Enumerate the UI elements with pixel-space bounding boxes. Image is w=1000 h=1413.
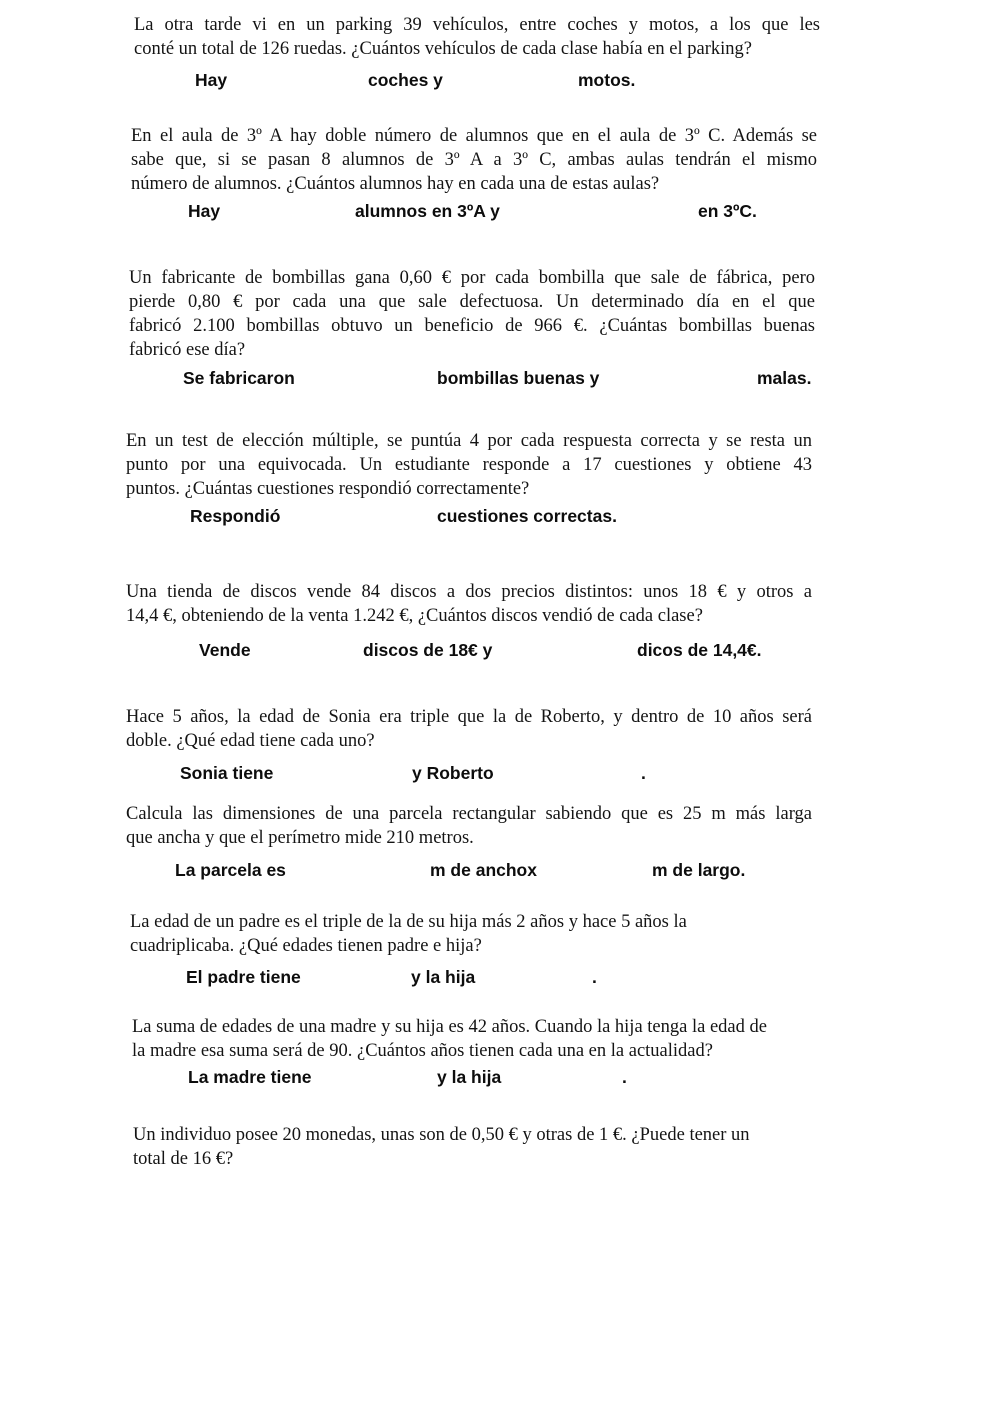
- answer-6-part-3: .: [641, 763, 646, 783]
- problem-3-text: [129, 266, 815, 362]
- problem-8-line-1: La edad de un padre es el triple de la de su hija más 2 años y hace 5 años la: [130, 912, 687, 932]
- answer-3-part-2: bombillas buenas y: [437, 368, 600, 388]
- problem-4-line-3: puntos. ¿Cuántas cuestiones respondió correctamente?: [126, 479, 530, 499]
- problem-6-line-2: doble. ¿Qué edad tiene cada uno?: [126, 731, 375, 751]
- problem-3-line-2: pierde 0,80 € por cada una que sale defectuosa. Un determinado día en el que: [129, 292, 815, 312]
- problem-10-line-2: total de 16 €?: [133, 1149, 234, 1169]
- problem-4-line-1: En un test de elección múltiple, se puntúa 4 por cada respuesta correcta y se resta un: [126, 431, 812, 451]
- problem-2-line-3: número de alumnos. ¿Cuántos alumnos hay en cada una de estas aulas?: [131, 174, 660, 194]
- problem-9-line-2: la madre esa suma será de 90. ¿Cuántos años tienen cada una en la actualidad?: [132, 1041, 713, 1061]
- problem-4-line-2: punto por una equivocada. Un estudiante responde a 17 cuestiones y obtiene 43: [126, 455, 812, 475]
- answer-5-part-2: discos de 18€ y: [363, 640, 493, 660]
- problem-2-line-2: sabe que, si se pasan 8 alumnos de 3º A a 3º C, ambas aulas tendrán el mismo: [131, 150, 817, 170]
- answer-1-part-2: coches y: [368, 70, 443, 90]
- problem-8-line-2: cuadriplicaba. ¿Qué edades tienen padre e hija?: [130, 936, 482, 956]
- problem-7-text: [126, 802, 812, 850]
- problem-8-text: [130, 910, 816, 958]
- answer-7-part-1: La parcela es: [175, 860, 286, 880]
- problem-5-text: [126, 580, 812, 628]
- problem-7-line-1: Calcula las dimensiones de una parcela rectangular sabiendo que es 25 m más larga: [126, 804, 812, 824]
- problem-6-text: [126, 705, 812, 753]
- answer-4-part-1: Respondió: [190, 506, 281, 526]
- answer-6-part-1: Sonia tiene: [180, 763, 274, 783]
- answer-8-part-3: .: [592, 967, 597, 987]
- problem-6-line-1: Hace 5 años, la edad de Sonia era triple que la de Roberto, y dentro de 10 años será: [126, 707, 812, 727]
- problem-1-line-1: La otra tarde vi en un parking 39 vehículos, entre coches y motos, a los que les: [134, 15, 820, 35]
- problem-2-line-1: En el aula de 3º A hay doble número de alumnos que en el aula de 3º C. Además se: [131, 126, 817, 146]
- problem-10-line-1: Un individuo posee 20 monedas, unas son de 0,50 € y otras de 1 €. ¿Puede tener un: [133, 1125, 750, 1145]
- answer-9-part-1: La madre tiene: [188, 1067, 312, 1087]
- problem-10-text: [133, 1123, 819, 1171]
- answer-4-part-2: cuestiones correctas.: [437, 506, 617, 526]
- answer-2-part-2: alumnos en 3ºA y: [355, 201, 500, 221]
- problem-3-line-1: Un fabricante de bombillas gana 0,60 € por cada bombilla que sale de fábrica, pero: [129, 268, 815, 288]
- answer-7-part-2: m de anchox: [430, 860, 537, 880]
- answer-2-part-1: Hay: [188, 201, 221, 221]
- problem-9-line-1: La suma de edades de una madre y su hija es 42 años. Cuando la hija tenga la edad de: [132, 1017, 767, 1037]
- problem-1-text: [134, 13, 820, 61]
- answer-9-part-3: .: [622, 1067, 627, 1087]
- answer-9-part-2: y la hija: [437, 1067, 502, 1087]
- problem-3-line-3: fabricó 2.100 bombillas obtuvo un beneficio de 966 €. ¿Cuántas bombillas buenas: [129, 316, 815, 336]
- answer-8-part-2: y la hija: [411, 967, 476, 987]
- problem-1-line-2: conté un total de 126 ruedas. ¿Cuántos vehículos de cada clase había en el parking?: [134, 39, 752, 59]
- answer-6-part-2: y Roberto: [412, 763, 494, 783]
- problem-4-text: [126, 429, 812, 501]
- answer-7-part-3: m de largo.: [652, 860, 746, 880]
- problem-9-text: [132, 1015, 818, 1063]
- answer-5-part-3: dicos de 14,4€.: [637, 640, 762, 660]
- problem-5-line-2: 14,4 €, obteniendo de la venta 1.242 €, ¿Cuántos discos vendió de cada clase?: [126, 606, 703, 626]
- answer-1-part-1: Hay: [195, 70, 228, 90]
- answer-5-part-1: Vende: [199, 640, 251, 660]
- problem-7-line-2: que ancha y que el perímetro mide 210 metros.: [126, 828, 474, 848]
- problem-5-line-1: Una tienda de discos vende 84 discos a dos precios distintos: unos 18 € y otros a: [126, 582, 812, 602]
- problem-2-text: [131, 124, 817, 196]
- answer-2-part-3: en 3ºC.: [698, 201, 757, 221]
- answer-3-part-3: malas.: [757, 368, 812, 388]
- answer-1-part-3: motos.: [578, 70, 636, 90]
- problem-3-line-4: fabricó ese día?: [129, 340, 246, 360]
- answer-8-part-1: El padre tiene: [186, 967, 301, 987]
- answer-3-part-1: Se fabricaron: [183, 368, 295, 388]
